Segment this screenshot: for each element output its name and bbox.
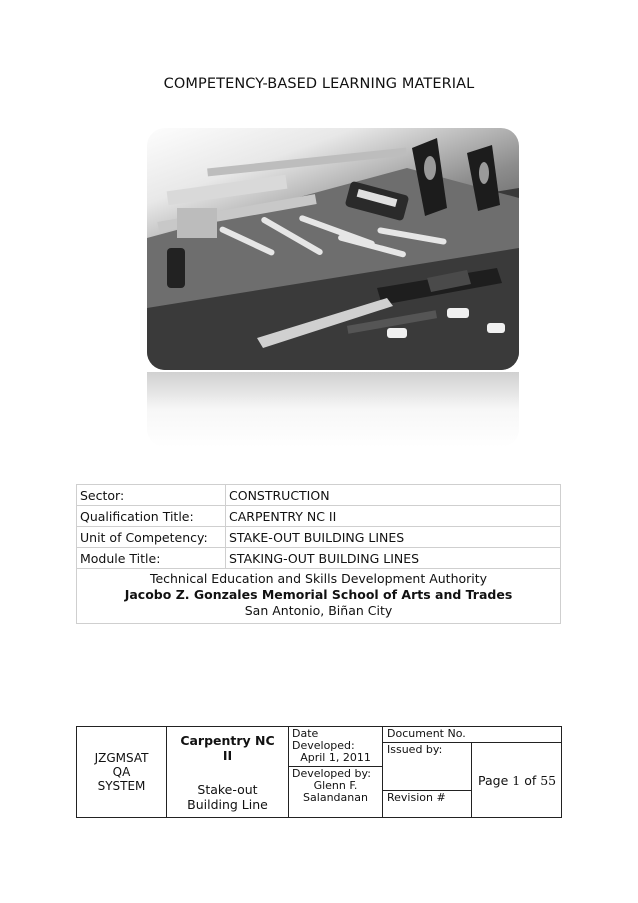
module-info-table <box>76 484 561 624</box>
org-line-1: JZGMSAT <box>94 751 149 765</box>
photo-reflection <box>147 372 519 447</box>
institution-row <box>77 569 561 624</box>
date-label-2: Developed: <box>292 739 355 752</box>
page-of: of <box>524 772 537 788</box>
document-no-label: Document No. <box>387 727 466 740</box>
footer-table <box>76 726 562 818</box>
issued-by-label: Issued by: <box>387 743 443 756</box>
course-line-1: Carpentry NC <box>180 733 275 748</box>
developer-line-2: Salandanan <box>303 791 368 804</box>
org-line-2: QA <box>112 765 131 779</box>
school-name: Jacobo Z. Gonzales Memorial School of Arts and Trades <box>124 587 513 602</box>
info-value: CARPENTRY NC II <box>226 506 561 527</box>
tools-illustration <box>147 128 519 370</box>
module-name <box>167 782 288 812</box>
date-value: April 1, 2011 <box>300 751 371 764</box>
developed-by-label: Developed by: <box>292 767 371 780</box>
issued-by-cell <box>383 743 472 791</box>
date-developed-block <box>289 727 382 764</box>
revision-cell <box>383 791 472 818</box>
authority-name: Technical Education and Skills Development Authority <box>149 571 488 586</box>
carpentry-tools-image <box>147 128 519 370</box>
info-value: STAKE-OUT BUILDING LINES <box>226 527 561 548</box>
date-cell <box>289 727 383 818</box>
page-total: 55 <box>540 772 557 788</box>
institution-block <box>77 569 561 624</box>
info-label: Sector: <box>77 485 226 506</box>
info-label: Module Title: <box>77 548 226 569</box>
qa-system-cell <box>77 727 167 818</box>
info-row-module <box>77 548 561 569</box>
course-cell <box>167 727 289 818</box>
date-label-1: Date <box>292 727 319 740</box>
course-line-2: II <box>222 748 233 763</box>
developed-by-block <box>289 766 382 804</box>
info-label: Unit of Competency: <box>77 527 226 548</box>
info-value: STAKING-OUT BUILDING LINES <box>226 548 561 569</box>
developer-line-1: Glenn F. <box>313 779 358 792</box>
revision-label: Revision # <box>387 791 446 804</box>
module-line-1: Stake-out <box>197 782 258 797</box>
document-no-cell <box>383 727 562 743</box>
document-title: COMPETENCY-BASED LEARNING MATERIAL <box>163 76 475 92</box>
cover-photo <box>147 128 519 370</box>
school-location: San Antonio, Biñan City <box>244 603 393 618</box>
info-value: CONSTRUCTION <box>226 485 561 506</box>
info-row-sector <box>77 485 561 506</box>
page-number-cell <box>472 743 562 818</box>
info-row-qualification <box>77 506 561 527</box>
course-title <box>167 733 288 763</box>
info-row-unit <box>77 527 561 548</box>
info-label: Qualification Title: <box>77 506 226 527</box>
org-line-3: SYSTEM <box>97 779 146 793</box>
module-line-2: Building Line <box>187 797 268 812</box>
page-current: 1 <box>512 772 521 788</box>
page-prefix: Page <box>478 772 509 788</box>
